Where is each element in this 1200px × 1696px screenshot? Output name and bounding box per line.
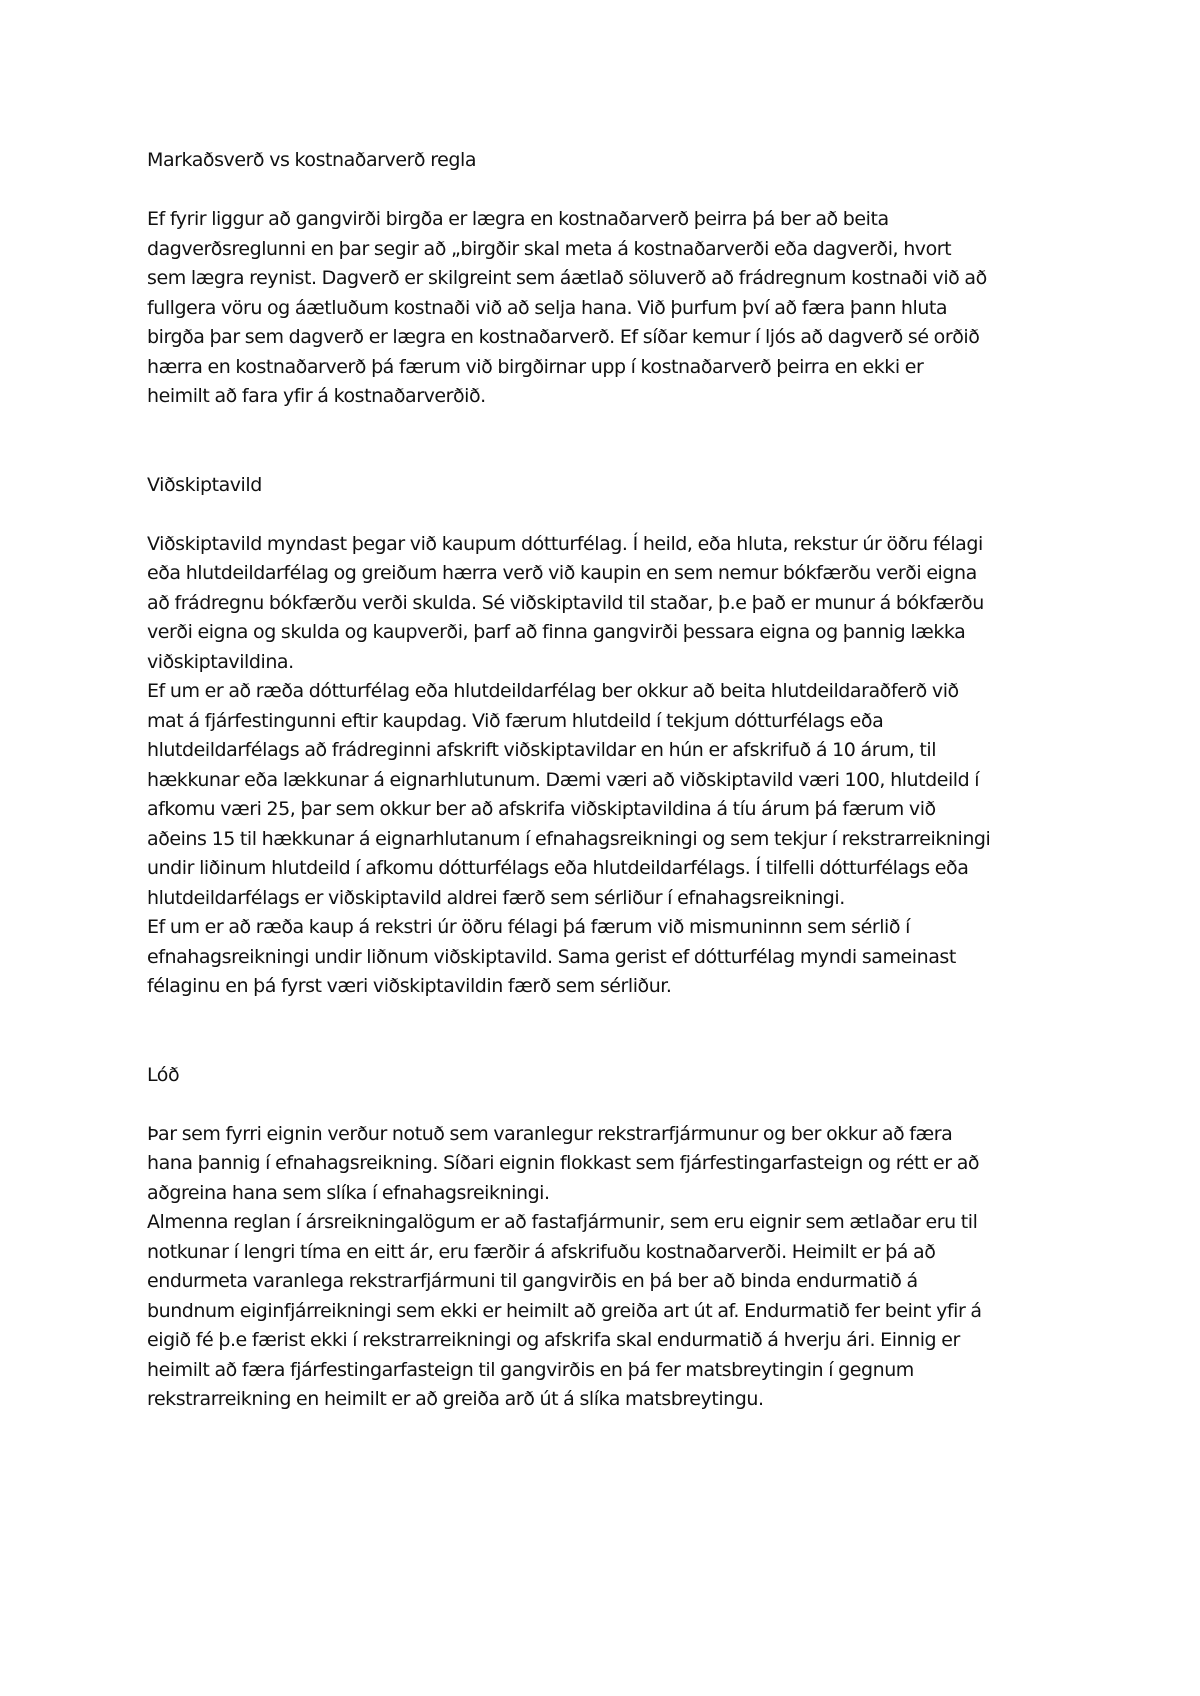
section-heading: Markaðsverð vs kostnaðarverð regla <box>147 149 477 171</box>
text-line: aðeins 15 til hækkunar á eignarhlutanum í efnahagsreikningi og sem tekjur í rekstrarreikningi <box>147 827 991 850</box>
text-line: dagverðsreglunni en þar segir að „birgðir skal meta á kostnaðarverði eða dagverði, hvort <box>147 237 952 260</box>
text-line: afkomu væri 25, þar sem okkur ber að afskrifa viðskiptavildina á tíu árum þá færum við <box>147 798 936 820</box>
text-line: Ef fyrir liggur að gangvirði birgða er lægra en kostnaðarverð þeirra þá ber að beita <box>147 208 889 230</box>
text-line: Þar sem fyrri eignin verður notuð sem varanlegur rekstrarfjármunur og ber okkur að færa <box>147 1122 953 1145</box>
text-line: undir liðinum hlutdeild í afkomu dótturfélags eða hlutdeildarfélags. Í tilfelli dótturfélags eða <box>147 857 969 879</box>
text-line: Viðskiptavild myndast þegar við kaupum dótturfélag. Í heild, eða hluta, rekstur úr öðru félagi <box>147 532 983 555</box>
text-line: hlutdeildarfélags að frádreginni afskrift viðskiptavildar en hún er afskrifuð á 10 árum, til <box>147 739 937 761</box>
text-line: endurmeta varanlega rekstrarfjármuni til gangvirðis en þá ber að binda endurmatið á <box>147 1270 918 1292</box>
text-line: Ef um er að ræða dótturfélag eða hlutdeildarfélag ber okkur að beita hlutdeildaraðferð við <box>147 680 959 702</box>
text-line: hlutdeildarfélags er viðskiptavild aldrei færð sem sérliður í efnahagsreikningi. <box>147 886 845 909</box>
section-heading: Lóð <box>147 1063 180 1086</box>
text-line: viðskiptavildina. <box>147 650 294 673</box>
text-line: hækkunar eða lækkunar á eignarhlutunum. Dæmi væri að viðskiptavild væri 100, hlutdeild í <box>147 768 980 791</box>
text-line: bundnum eiginfjárreikningi sem ekki er heimilt að greiða art út af. Endurmatið fer beint yfir á <box>147 1299 982 1322</box>
paragraph-spacer <box>147 500 1072 530</box>
text-line: heimilt að fara yfir á kostnaðarverðið. <box>147 385 486 407</box>
document-body <box>147 146 1072 1415</box>
text-line: mat á fjárfestingunni eftir kaupdag. Við færum hlutdeild í tekjum dótturfélags eða <box>147 709 884 732</box>
section-spacer <box>147 412 1072 471</box>
section-heading: Viðskiptavild <box>147 473 262 496</box>
text-line: hana þannig í efnahagsreikning. Síðari eignin flokkast sem fjárfestingarfasteign og rétt er að <box>147 1152 980 1174</box>
text-line: heimilt að færa fjárfestingarfasteign til gangvirðis en þá fer matsbreytingin í gegnum <box>147 1358 914 1381</box>
text-line: sem lægra reynist. Dagverð er skilgreint sem áætlað söluverð að frádregnum kostnaði við að <box>147 267 987 289</box>
text-line: hærra en kostnaðarverð þá færum við birgðirnar upp í kostnaðarverð þeirra en ekki er <box>147 355 924 378</box>
paragraph-spacer <box>147 176 1072 206</box>
text-line: rekstrarreikning en heimilt er að greiða arð út á slíka matsbreytingu. <box>147 1388 764 1410</box>
text-line: verði eigna og skulda og kaupverði, þarf að finna gangvirði þessara eigna og þannig lækka <box>147 621 966 643</box>
text-line: eða hlutdeildarfélag og greiðum hærra verð við kaupin en sem nemur bókfærðu verði eigna <box>147 562 977 584</box>
text-line: birgða þar sem dagverð er lægra en kostnaðarverð. Ef síðar kemur í ljós að dagverð sé orðið <box>147 326 980 348</box>
text-line: fullgera vöru og áætluðum kostnaði við að selja hana. Við þurfum því að færa þann hluta <box>147 296 948 319</box>
text-line: Ef um er að ræða kaup á rekstri úr öðru félagi þá færum við mismuninnn sem sérlið í <box>147 916 910 938</box>
text-line: Almenna reglan í ársreikningalögum er að fastafjármunir, sem eru eignir sem ætlaðar eru til <box>147 1211 978 1233</box>
text-line: félaginu en þá fyrst væri viðskiptavildin færð sem sérliður. <box>147 975 672 997</box>
text-line: efnahagsreikningi undir liðnum viðskiptavild. Sama gerist ef dótturfélag myndi sameinast <box>147 945 956 968</box>
text-line: notkunar í lengri tíma en eitt ár, eru færðir á afskrifuðu kostnaðarverði. Heimilt er þá að <box>147 1240 936 1263</box>
text-line: að frádregnu bókfærðu verði skulda. Sé viðskiptavild til staðar, þ.e það er munur á bókfærðu <box>147 591 984 614</box>
paragraph-spacer <box>147 1090 1072 1120</box>
section-spacer <box>147 1002 1072 1061</box>
text-line: aðgreina hana sem slíka í efnahagsreikningi. <box>147 1181 550 1204</box>
text-line: eigið fé þ.e færist ekki í rekstrarreikningi og afskrifa skal endurmatið á hverju ári. Einnig er <box>147 1329 960 1351</box>
